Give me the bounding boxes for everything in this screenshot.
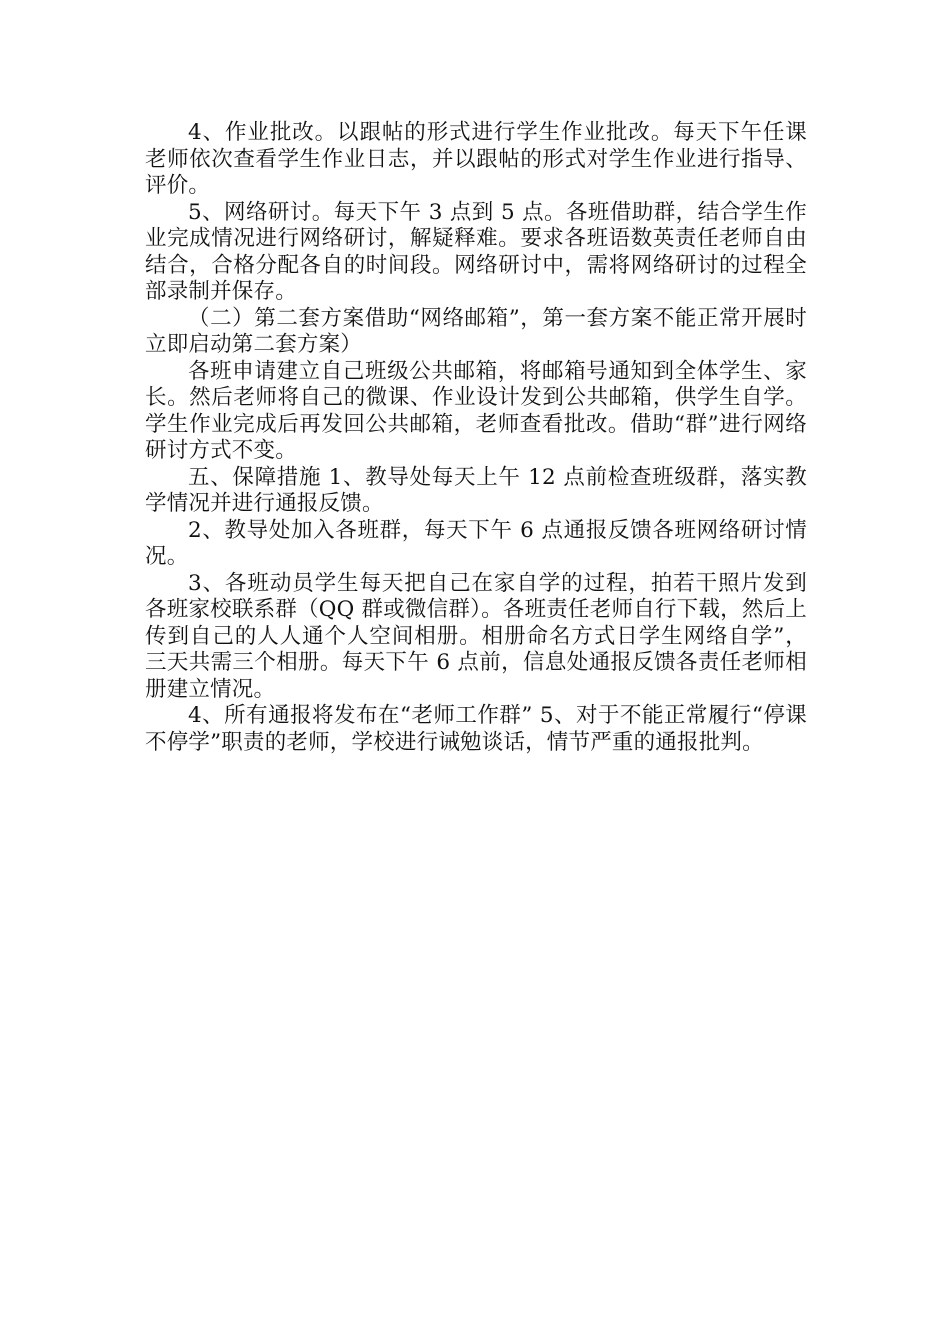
paragraph-student-photos: 3、各班动员学生每天把自己在家自学的过程，拍若干照片发到各班家校联系群（QQ 群或微信群）。各班责任老师自行下载，然后上传到自己的人人通个人空间相册。相册命名方式日学生网络自学”，三天共需三个相册。每天下午 6 点前，信息处通报反馈各责任老师相册建立情况。 [145,570,807,702]
paragraph-teaching-office-report: 2、教导处加入各班群，每天下午 6 点通报反馈各班网络研讨情况。 [145,517,807,569]
document-body [145,120,807,756]
paragraph-homework-review: 4、作业批改。以跟帖的形式进行学生作业批改。每天下午任课老师依次查看学生作业日志，并以跟帖的形式对学生作业进行指导、评价。 [145,120,807,198]
paragraph-online-seminar: 5、网络研讨。每天下午 3 点到 5 点。各班借助群，结合学生作业完成情况进行网络研讨，解疑释难。要求各班语数英责任老师自由结合，合格分配各自的时间段。网络研讨中，需将网络研讨的过程全部录制并保存。 [145,199,807,304]
paragraph-safeguard-measures: 五、保障措施 1、教导处每天上午 12 点前检查班级群，落实教学情况并进行通报反馈。 [145,464,807,516]
paragraph-second-plan-heading: （二）第二套方案借助“网络邮箱”，第一套方案不能正常开展时立即启动第二套方案） [145,305,807,357]
paragraph-public-mailbox: 各班申请建立自己班级公共邮箱，将邮箱号通知到全体学生、家长。然后老师将自己的微课、作业设计发到公共邮箱，供学生自学。学生作业完成后再发回公共邮箱，老师查看批改。借助“群”进行网络研讨方式不变。 [145,358,807,463]
paragraph-notification-accountability: 4、所有通报将发布在“老师工作群” 5、对于不能正常履行“停课不停学”职责的老师，学校进行诫勉谈话，情节严重的通报批判。 [145,703,807,755]
